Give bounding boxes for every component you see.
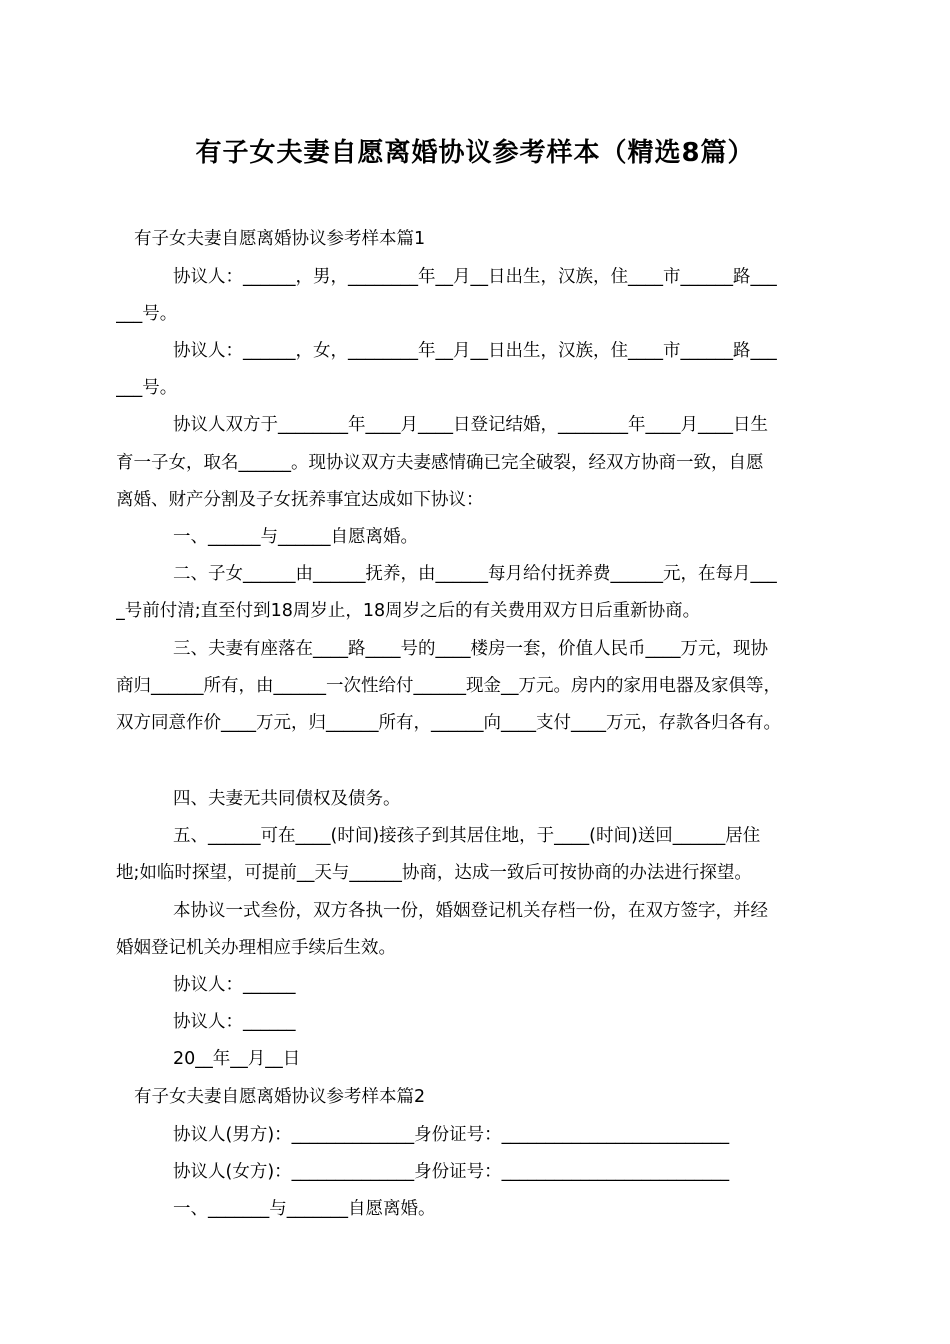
- paragraph-line: 协议人：______，男，________年__月__日出生，汉族，住____市______路___: [173, 267, 777, 287]
- date-line: 20__年__月__日: [173, 1049, 301, 1069]
- paragraph-line: 二、子女______由______抚养，由______每月给付抚养费______元，在每月___: [173, 564, 777, 584]
- paragraph-line: 协议人(男方)：______________身份证号：__________________________: [173, 1125, 730, 1145]
- paragraph-line: 婚姻登记机关办理相应手续后生效。: [116, 938, 396, 958]
- paragraph-line: 地;如临时探望，可提前__天与______协商，达成一致后可按协商的办法进行探望。: [116, 863, 752, 883]
- paragraph-line: _号前付清;直至付到18周岁止，18周岁之后的有关费用双方日后重新协商。: [116, 601, 701, 621]
- paragraph-line: 离婚、财产分割及子女抚养事宜达成如下协议：: [116, 490, 484, 510]
- paragraph-line: 协议人(女方)：______________身份证号：__________________________: [173, 1162, 730, 1182]
- paragraph-line: 一、______与______自愿离婚。: [173, 527, 418, 547]
- paragraph-line: ___号。: [116, 304, 178, 324]
- section-heading-1: 有子女夫妻自愿离婚协议参考样本篇1: [134, 229, 426, 249]
- paragraph-line: ___号。: [116, 378, 178, 398]
- signature-line: 协议人：______: [173, 1012, 296, 1032]
- paragraph-line: 三、夫妻有座落在____路____号的____楼房一套，价值人民币____万元，现协: [173, 639, 768, 659]
- paragraph-line: 一、_______与_______自愿离婚。: [173, 1199, 436, 1219]
- section-heading-2: 有子女夫妻自愿离婚协议参考样本篇2: [134, 1087, 426, 1107]
- paragraph-line: 育一子女，取名______。现协议双方夫妻感情确已完全破裂，经双方协商一致，自愿: [116, 453, 764, 473]
- signature-line: 协议人：______: [173, 975, 296, 995]
- document-title: 有子女夫妻自愿离婚协议参考样本（精选8篇）: [195, 138, 755, 168]
- paragraph-line: 商归______所有，由______一次性给付______现金__万元。房内的家用电器及家俱等，: [116, 676, 781, 696]
- paragraph-line: 本协议一式叁份，双方各执一份，婚姻登记机关存档一份，在双方签字，并经: [173, 901, 768, 921]
- paragraph-line: 五、______可在____(时间)接孩子到其居住地，于____(时间)送回______居住: [173, 826, 761, 846]
- paragraph-line: 双方同意作价____万元，归______所有，______向____支付____万元，存款各归各有。: [116, 713, 781, 733]
- paragraph-line: 四、夫妻无共同债权及债务。: [173, 789, 401, 809]
- paragraph-line: 协议人：______，女，________年__月__日出生，汉族，住____市______路___: [173, 341, 777, 361]
- paragraph-line: 协议人双方于________年____月____日登记结婚，________年____月____日生: [173, 415, 768, 435]
